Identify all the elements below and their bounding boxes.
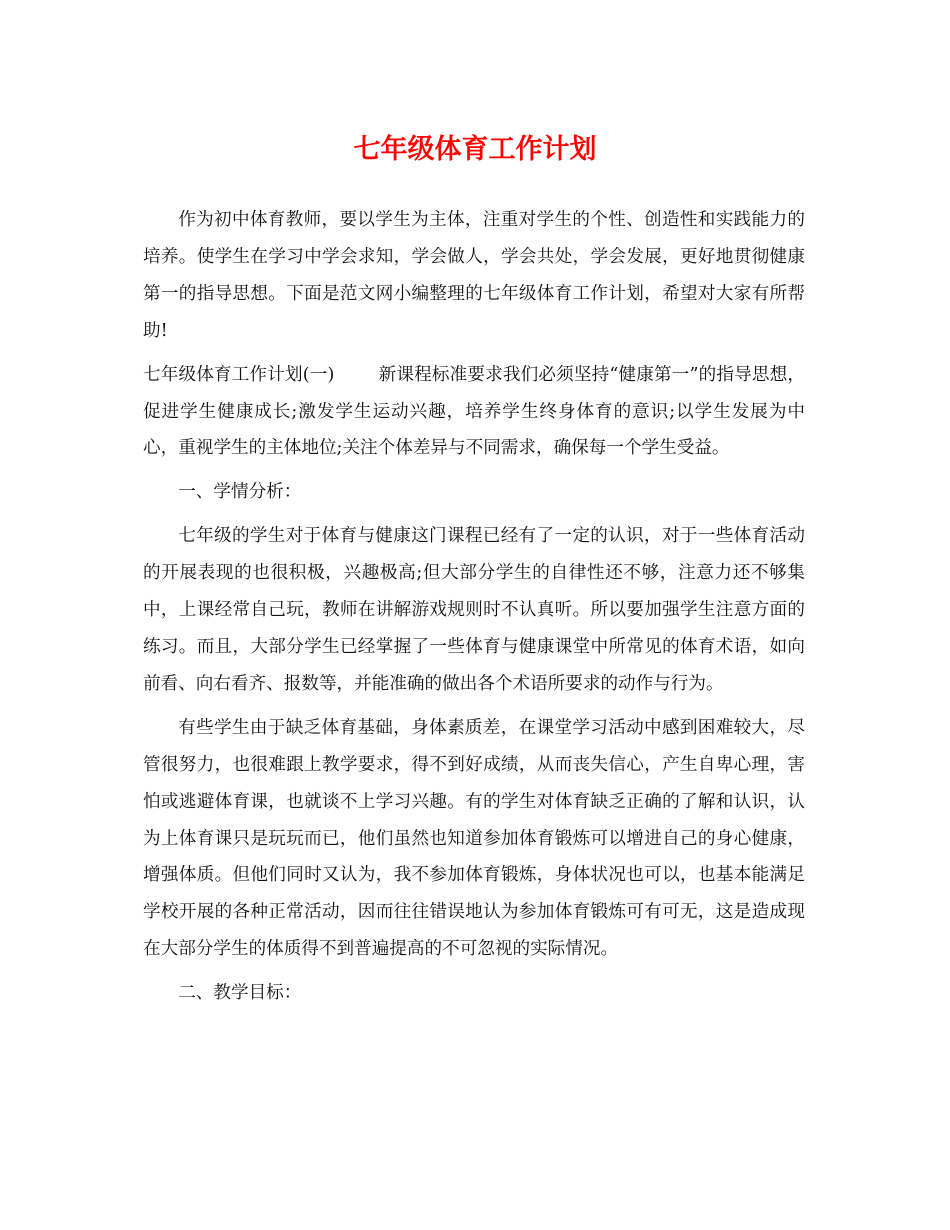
intro-paragraph: 作为初中体育教师，要以学生为主体，注重对学生的个性、创造性和实践能力的培养。使学生在学习中学会求知，学会做人，学会共处，学会发展，更好地贯彻健康第一的指导思想。下面是范文网小编整理的七年级体育工作计划，希望对大家有所帮助! [143,210,805,341]
learning-analysis-paragraph-2: 有些学生由于缺乏体育基础，身体素质差，在课堂学习活动中感到困难较大，尽管很努力，也很难跟上教学要求，得不到好成绩，从而丧失信心，产生自卑心理，害怕或逃避体育课，也就谈不上学习兴趣。有的学生对体育缺乏正确的了解和认识，认为上体育课只是玩玩而已，他们虽然也知道参加体育锻炼可以增进自己的身心健康，增强体质。但他们同时又认为，我不参加体育锻炼，身体状况也可以，也基本能满足学校开展的各种正常活动，因而往往错误地认为参加体育锻炼可有可无，这是造成现在大部分学生的体质得不到普遍提高的不可忽视的实际情况。 [143,717,805,960]
section-heading-learning-analysis: 一、学情分析： [178,482,302,503]
plan-label: 七年级体育工作计划(一) [143,364,335,385]
document-title: 七年级体育工作计划 [353,134,597,165]
section-heading-teaching-goals: 二、教学目标： [178,983,302,1004]
learning-analysis-paragraph-1: 七年级的学生对于体育与健康这门课程已经有了一定的认识，对于一些体育活动的开展表现的也很积极，兴趣极高;但大部分学生的自律性还不够，注意力还不够集中，上课经常自己玩，教师在讲解游戏规则时不认真听。所以要加强学生注意方面的练习。而且，大部分学生已经掌握了一些体育与健康课堂中所常见的体育术语，如向前看、向右看齐、报数等，并能准确的做出各个术语所要求的动作与行为。 [143,526,805,694]
document-body [143,202,805,1019]
plan-paragraph [143,357,805,468]
plan-text: 新课程标准要求我们必须坚持“健康第一”的指导思想，促进学生健康成长;激发学生运动兴趣，培养学生终身体育的意识;以学生发展为中心，重视学生的主体地位;关注个体差异与不同需求，确保每一个学生受益。 [143,364,805,459]
